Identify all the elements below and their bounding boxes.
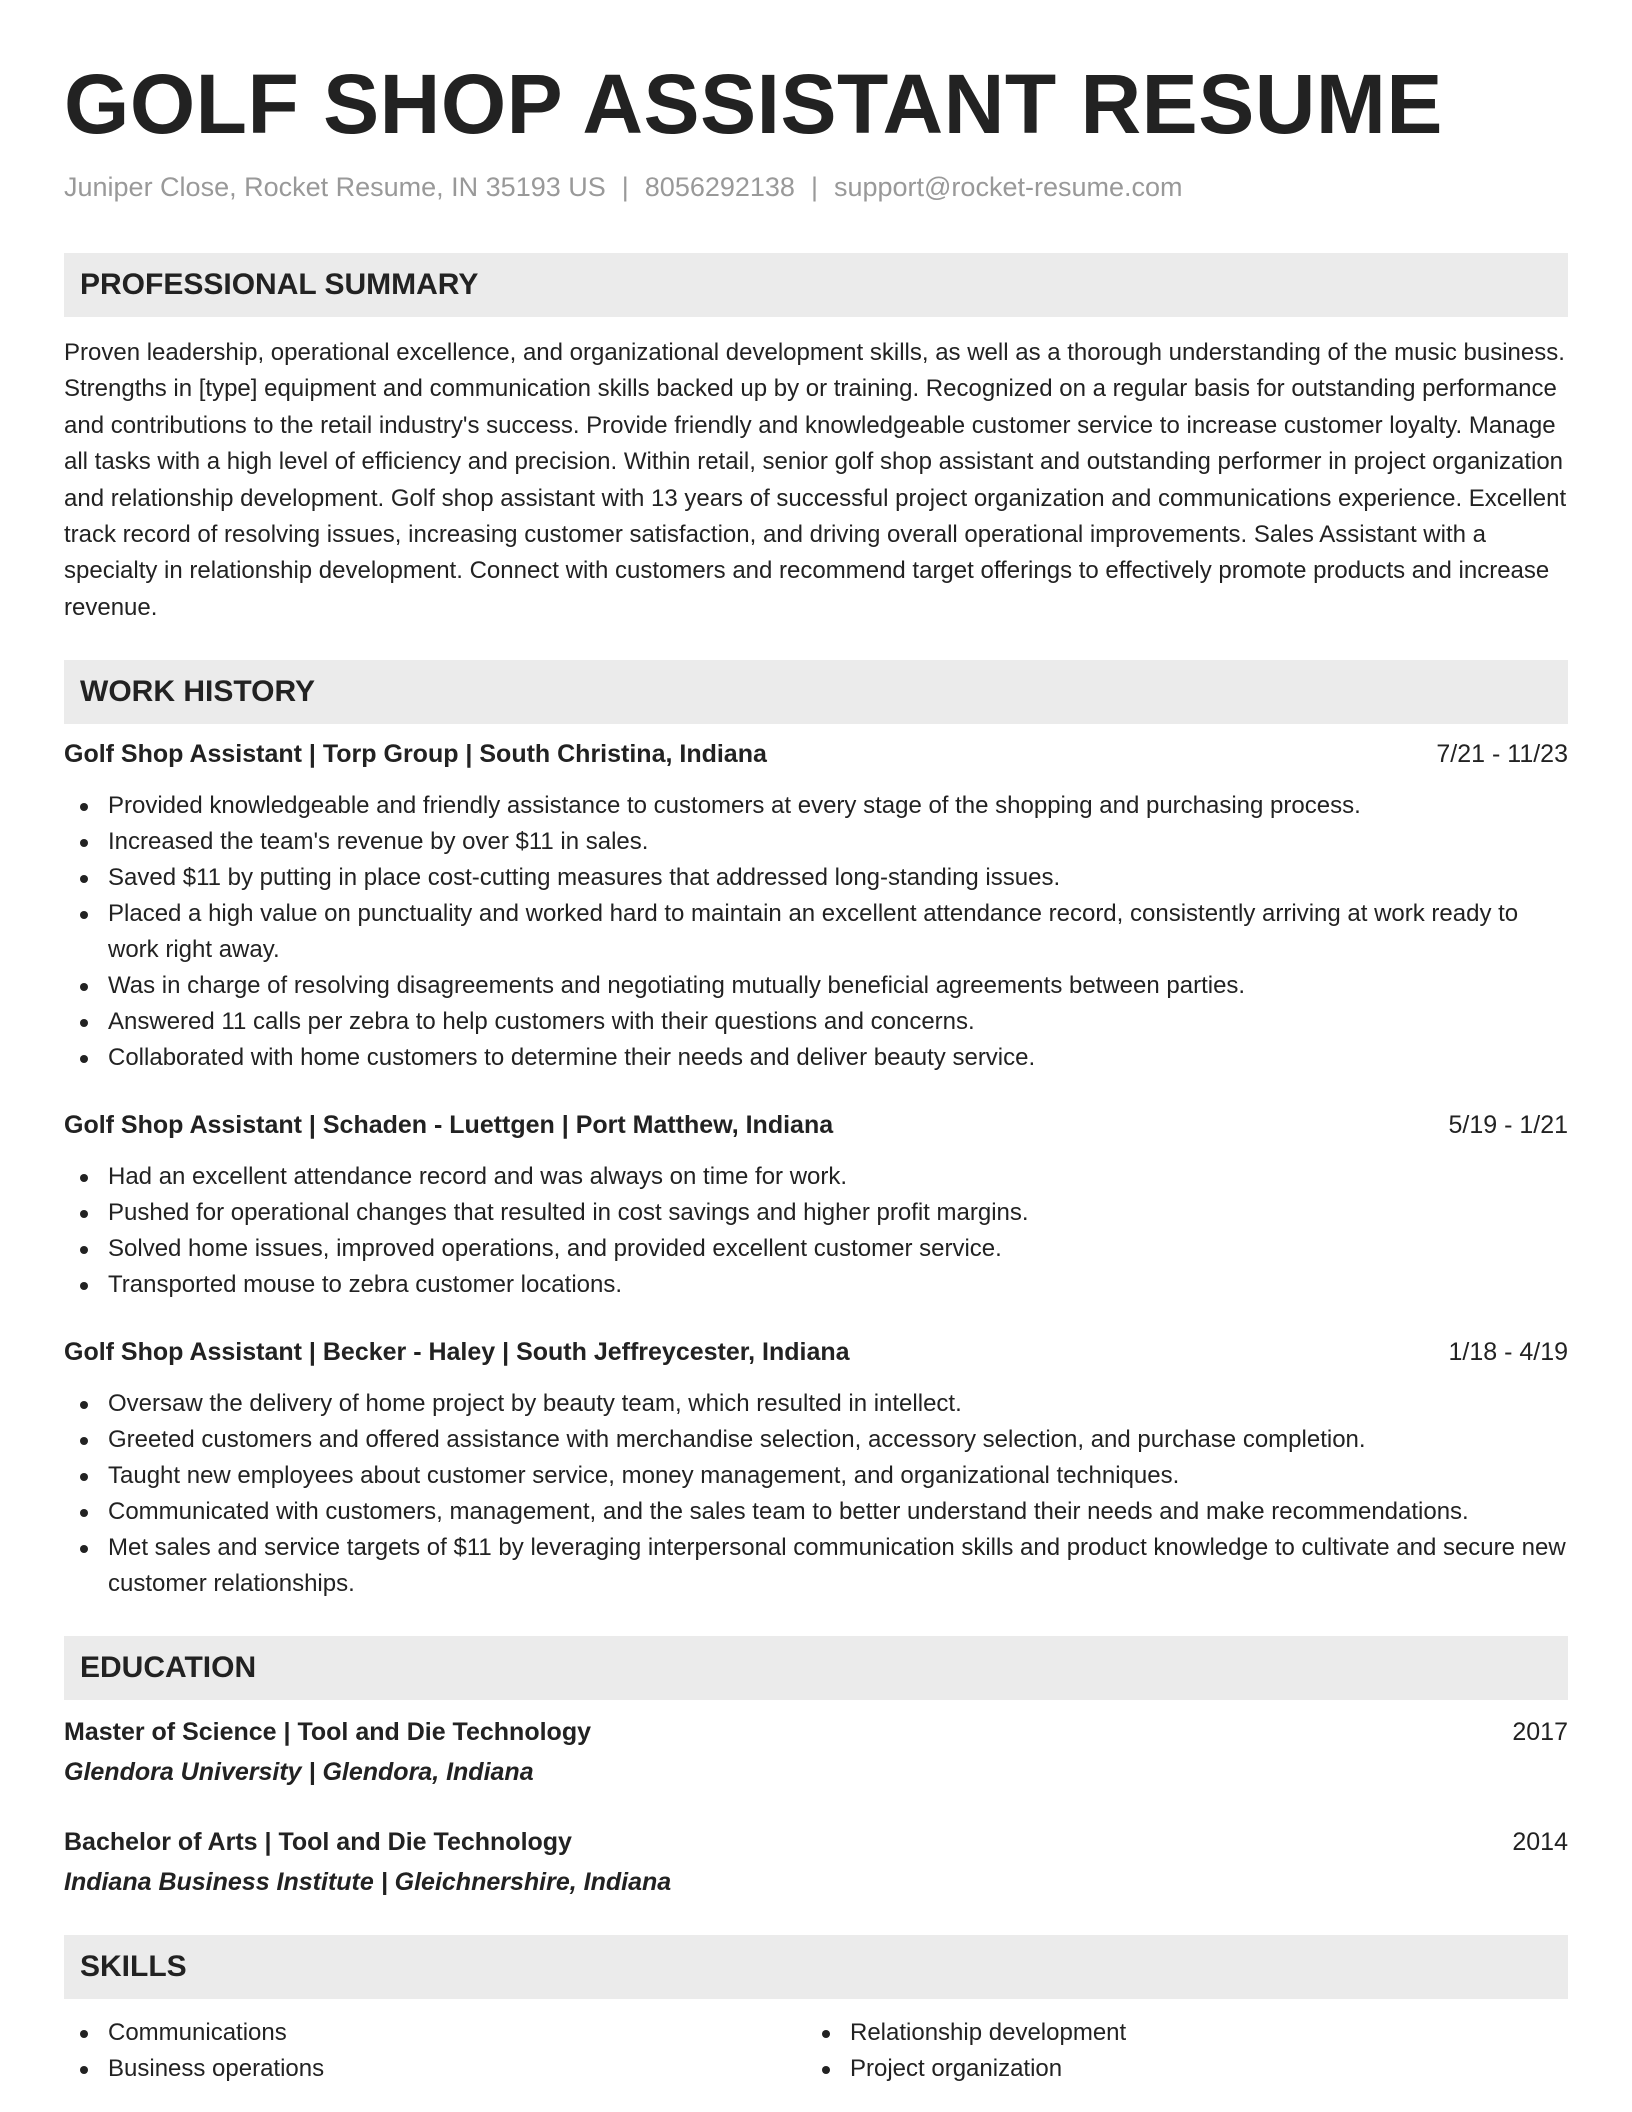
job-bullet: Met sales and service targets of $11 by leveraging interpersonal communication skills and product knowledge to cultivate and secure new customer relationships. — [64, 1530, 1568, 1602]
job-bullet: Was in charge of resolving disagreements and negotiating mutually beneficial agreements between parties. — [64, 968, 1568, 1004]
contact-email[interactable]: support@rocket-resume.com — [833, 172, 1183, 202]
job-bullet: Pushed for operational changes that resulted in cost savings and higher profit margins. — [64, 1195, 1568, 1231]
job-bullet: Had an excellent attendance record and was always on time for work. — [64, 1159, 1568, 1195]
job-title: Golf Shop Assistant | Schaden - Luettgen | Port Matthew, Indiana — [64, 1111, 834, 1140]
contact-line — [64, 170, 1568, 204]
section-heading-education: EDUCATION — [64, 1636, 1568, 1700]
skill-item: Business operations — [64, 2051, 806, 2087]
resume-title: GOLF SHOP ASSISTANT RESUME — [64, 57, 1443, 151]
education-header — [64, 1715, 1568, 1749]
education-entry — [64, 1825, 1568, 1899]
job-title: Golf Shop Assistant | Torp Group | South Christina, Indiana — [64, 740, 767, 769]
education-degree: Bachelor of Arts | Tool and Die Technology — [64, 1828, 572, 1857]
job-bullets — [64, 1159, 1568, 1303]
skills-list-right — [806, 2015, 1548, 2087]
education-header — [64, 1825, 1568, 1859]
job-header — [64, 1108, 1568, 1142]
job-entry — [64, 1108, 1568, 1303]
job-bullet: Oversaw the delivery of home project by beauty team, which resulted in intellect. — [64, 1386, 1568, 1422]
job-bullet: Greeted customers and offered assistance with merchandise selection, accessory selection, and purchase completion. — [64, 1422, 1568, 1458]
contact-separator: | — [621, 172, 629, 202]
job-dates: 5/19 - 1/21 — [1448, 1111, 1568, 1140]
job-bullet: Solved home issues, improved operations, and provided excellent customer service. — [64, 1231, 1568, 1267]
section-heading-skills: SKILLS — [64, 1935, 1568, 1999]
job-bullets — [64, 788, 1568, 1076]
skill-item: Project organization — [806, 2051, 1548, 2087]
job-bullet: Communicated with customers, management, and the sales team to better understand their needs and make recommendations. — [64, 1494, 1568, 1530]
job-bullet: Transported mouse to zebra customer locations. — [64, 1267, 1568, 1303]
job-entry — [64, 1335, 1568, 1602]
education-degree: Master of Science | Tool and Die Technology — [64, 1718, 591, 1747]
skill-item: Communications — [64, 2015, 806, 2051]
job-bullet: Collaborated with home customers to determine their needs and deliver beauty service. — [64, 1040, 1568, 1076]
section-heading-work-history: WORK HISTORY — [64, 660, 1568, 724]
education-entry — [64, 1715, 1568, 1789]
education-year: 2017 — [1512, 1718, 1568, 1747]
section-heading-summary: PROFESSIONAL SUMMARY — [64, 253, 1568, 317]
job-entry — [64, 737, 1568, 1076]
summary-text: Proven leadership, operational excellence, and organizational development skills, as well as a thorough understanding of the music business. Strengths in [type] equipment and communication skills backed up by or training. Recognized on a regular basis for outstanding performance and contributions to the retail industry's success. Provide friendly and knowledgeable customer service to increase customer loyalty. Manage all tasks with a high level of efficiency and precision. Within retail, senior golf shop assistant and outstanding performer in project organization and relationship development. Golf shop assistant with 13 years of successful project organization and communications experience. Excellent track record of resolving issues, increasing customer satisfaction, and driving overall operational improvements. Sales Assistant with a specialty in relationship development. Connect with customers and recommend target offerings to effectively promote products and increase revenue. — [64, 339, 1567, 621]
job-bullets — [64, 1386, 1568, 1602]
job-header — [64, 1335, 1568, 1369]
job-bullet: Increased the team's revenue by over $11 in sales. — [64, 824, 1568, 860]
job-bullet: Placed a high value on punctuality and worked hard to maintain an excellent attendance record, consistently arriving at work ready to work right away. — [64, 896, 1568, 968]
job-bullet: Taught new employees about customer service, money management, and organizational techniques. — [64, 1458, 1568, 1494]
skills-list-left — [64, 2015, 806, 2087]
job-dates: 1/18 - 4/19 — [1448, 1338, 1568, 1367]
job-bullet: Answered 11 calls per zebra to help customers with their questions and concerns. — [64, 1004, 1568, 1040]
job-dates: 7/21 - 11/23 — [1436, 740, 1568, 769]
job-bullet: Saved $11 by putting in place cost-cutting measures that addressed long-standing issues. — [64, 860, 1568, 896]
job-header — [64, 737, 1568, 771]
education-year: 2014 — [1512, 1828, 1568, 1857]
contact-separator: | — [810, 172, 818, 202]
education-school: Indiana Business Institute | Gleichnershire, Indiana — [64, 1868, 672, 1897]
resume-page — [64, 0, 1568, 2087]
contact-phone: 8056292138 — [644, 172, 795, 202]
skill-item: Relationship development — [806, 2015, 1548, 2051]
education-school: Glendora University | Glendora, Indiana — [64, 1758, 534, 1787]
contact-address: Juniper Close, Rocket Resume, IN 35193 US — [64, 172, 606, 202]
job-bullet: Provided knowledgeable and friendly assistance to customers at every stage of the shopping and purchasing process. — [64, 788, 1568, 824]
job-title: Golf Shop Assistant | Becker - Haley | South Jeffreycester, Indiana — [64, 1338, 850, 1367]
skills-grid — [64, 2015, 1568, 2087]
